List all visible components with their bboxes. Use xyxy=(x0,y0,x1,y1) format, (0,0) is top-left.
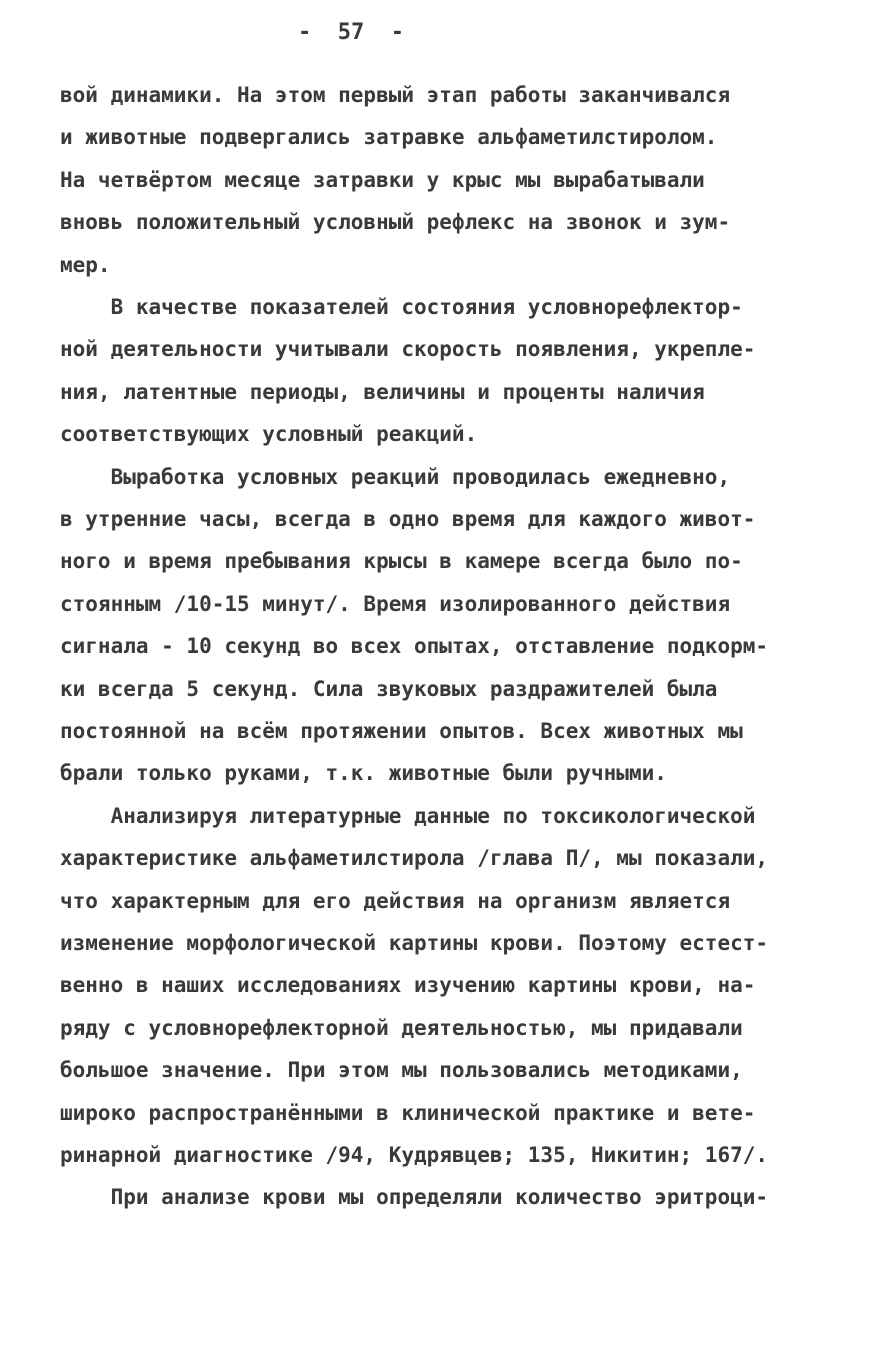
text-line: широко распространёнными в клинической практике и вете- xyxy=(60,1100,756,1125)
text-line: Выработка условных реакций проводилась ежедневно, xyxy=(60,464,731,489)
text-line: соответствующих условный реакций. xyxy=(60,422,478,447)
text-line: ринарной диагностике /94, Кудрявцев; 135, Никитин; 167/. xyxy=(60,1143,769,1167)
text-line: Анализируя литературные данные по токсикологической xyxy=(60,803,756,828)
text-line: в утренние часы, всегда в одно время для каждого живот- xyxy=(60,507,756,531)
text-line: вновь положительный условный рефлекс на звонок и зум- xyxy=(60,210,731,235)
text-line: венно в наших исследованиях изучению картины крови, на- xyxy=(60,973,756,998)
text-line: сигнала - 10 секунд во всех опытах, отставление подкорм- xyxy=(60,634,769,659)
text-line: В качестве показателей состояния условнорефлектор- xyxy=(60,295,743,319)
text-line: ной деятельности учитывали скорость появления, укрепле- xyxy=(60,337,756,362)
text-line: постоянной на всём протяжении опытов. Всех животных мы xyxy=(60,719,743,743)
text-line: вой динамики. На этом первый этап работы заканчивался xyxy=(60,83,731,107)
text-line: брали только руками, т.к. животные были ручными. xyxy=(60,761,667,786)
text-line: изменение морфологической картины крови. Поэтому естест- xyxy=(60,931,769,955)
text-line: мер. xyxy=(60,252,111,277)
text-line: При анализе крови мы определяли количество эритроци- xyxy=(60,1185,769,1210)
text-line: На четвёртом месяце затравки у крыс мы вырабатывали xyxy=(60,167,705,192)
text-line: характеристике альфаметилстирола /глава П/, мы показали, xyxy=(60,846,769,871)
text-line: ния, латентные периоды, величины и проценты наличия xyxy=(60,379,705,404)
text-line: ки всегда 5 секунд. Сила звуковых раздражителей была xyxy=(60,676,718,701)
text-line: большое значение. При этом мы пользовались методиками, xyxy=(60,1058,743,1083)
text-line: стоянным /10-15 минут/. Время изолированного действия xyxy=(60,591,731,616)
text-line: что характерным для его действия на организм является xyxy=(60,888,731,913)
page-number: - 57 - xyxy=(298,20,404,45)
text-line: ряду с условнорефлекторной деятельностью, мы придавали xyxy=(60,1015,743,1040)
text-line: ного и время пребывания крысы в камере всегда было по- xyxy=(60,549,743,574)
text-line: и животные подвергались затравке альфаметилстиролом. xyxy=(60,125,718,150)
